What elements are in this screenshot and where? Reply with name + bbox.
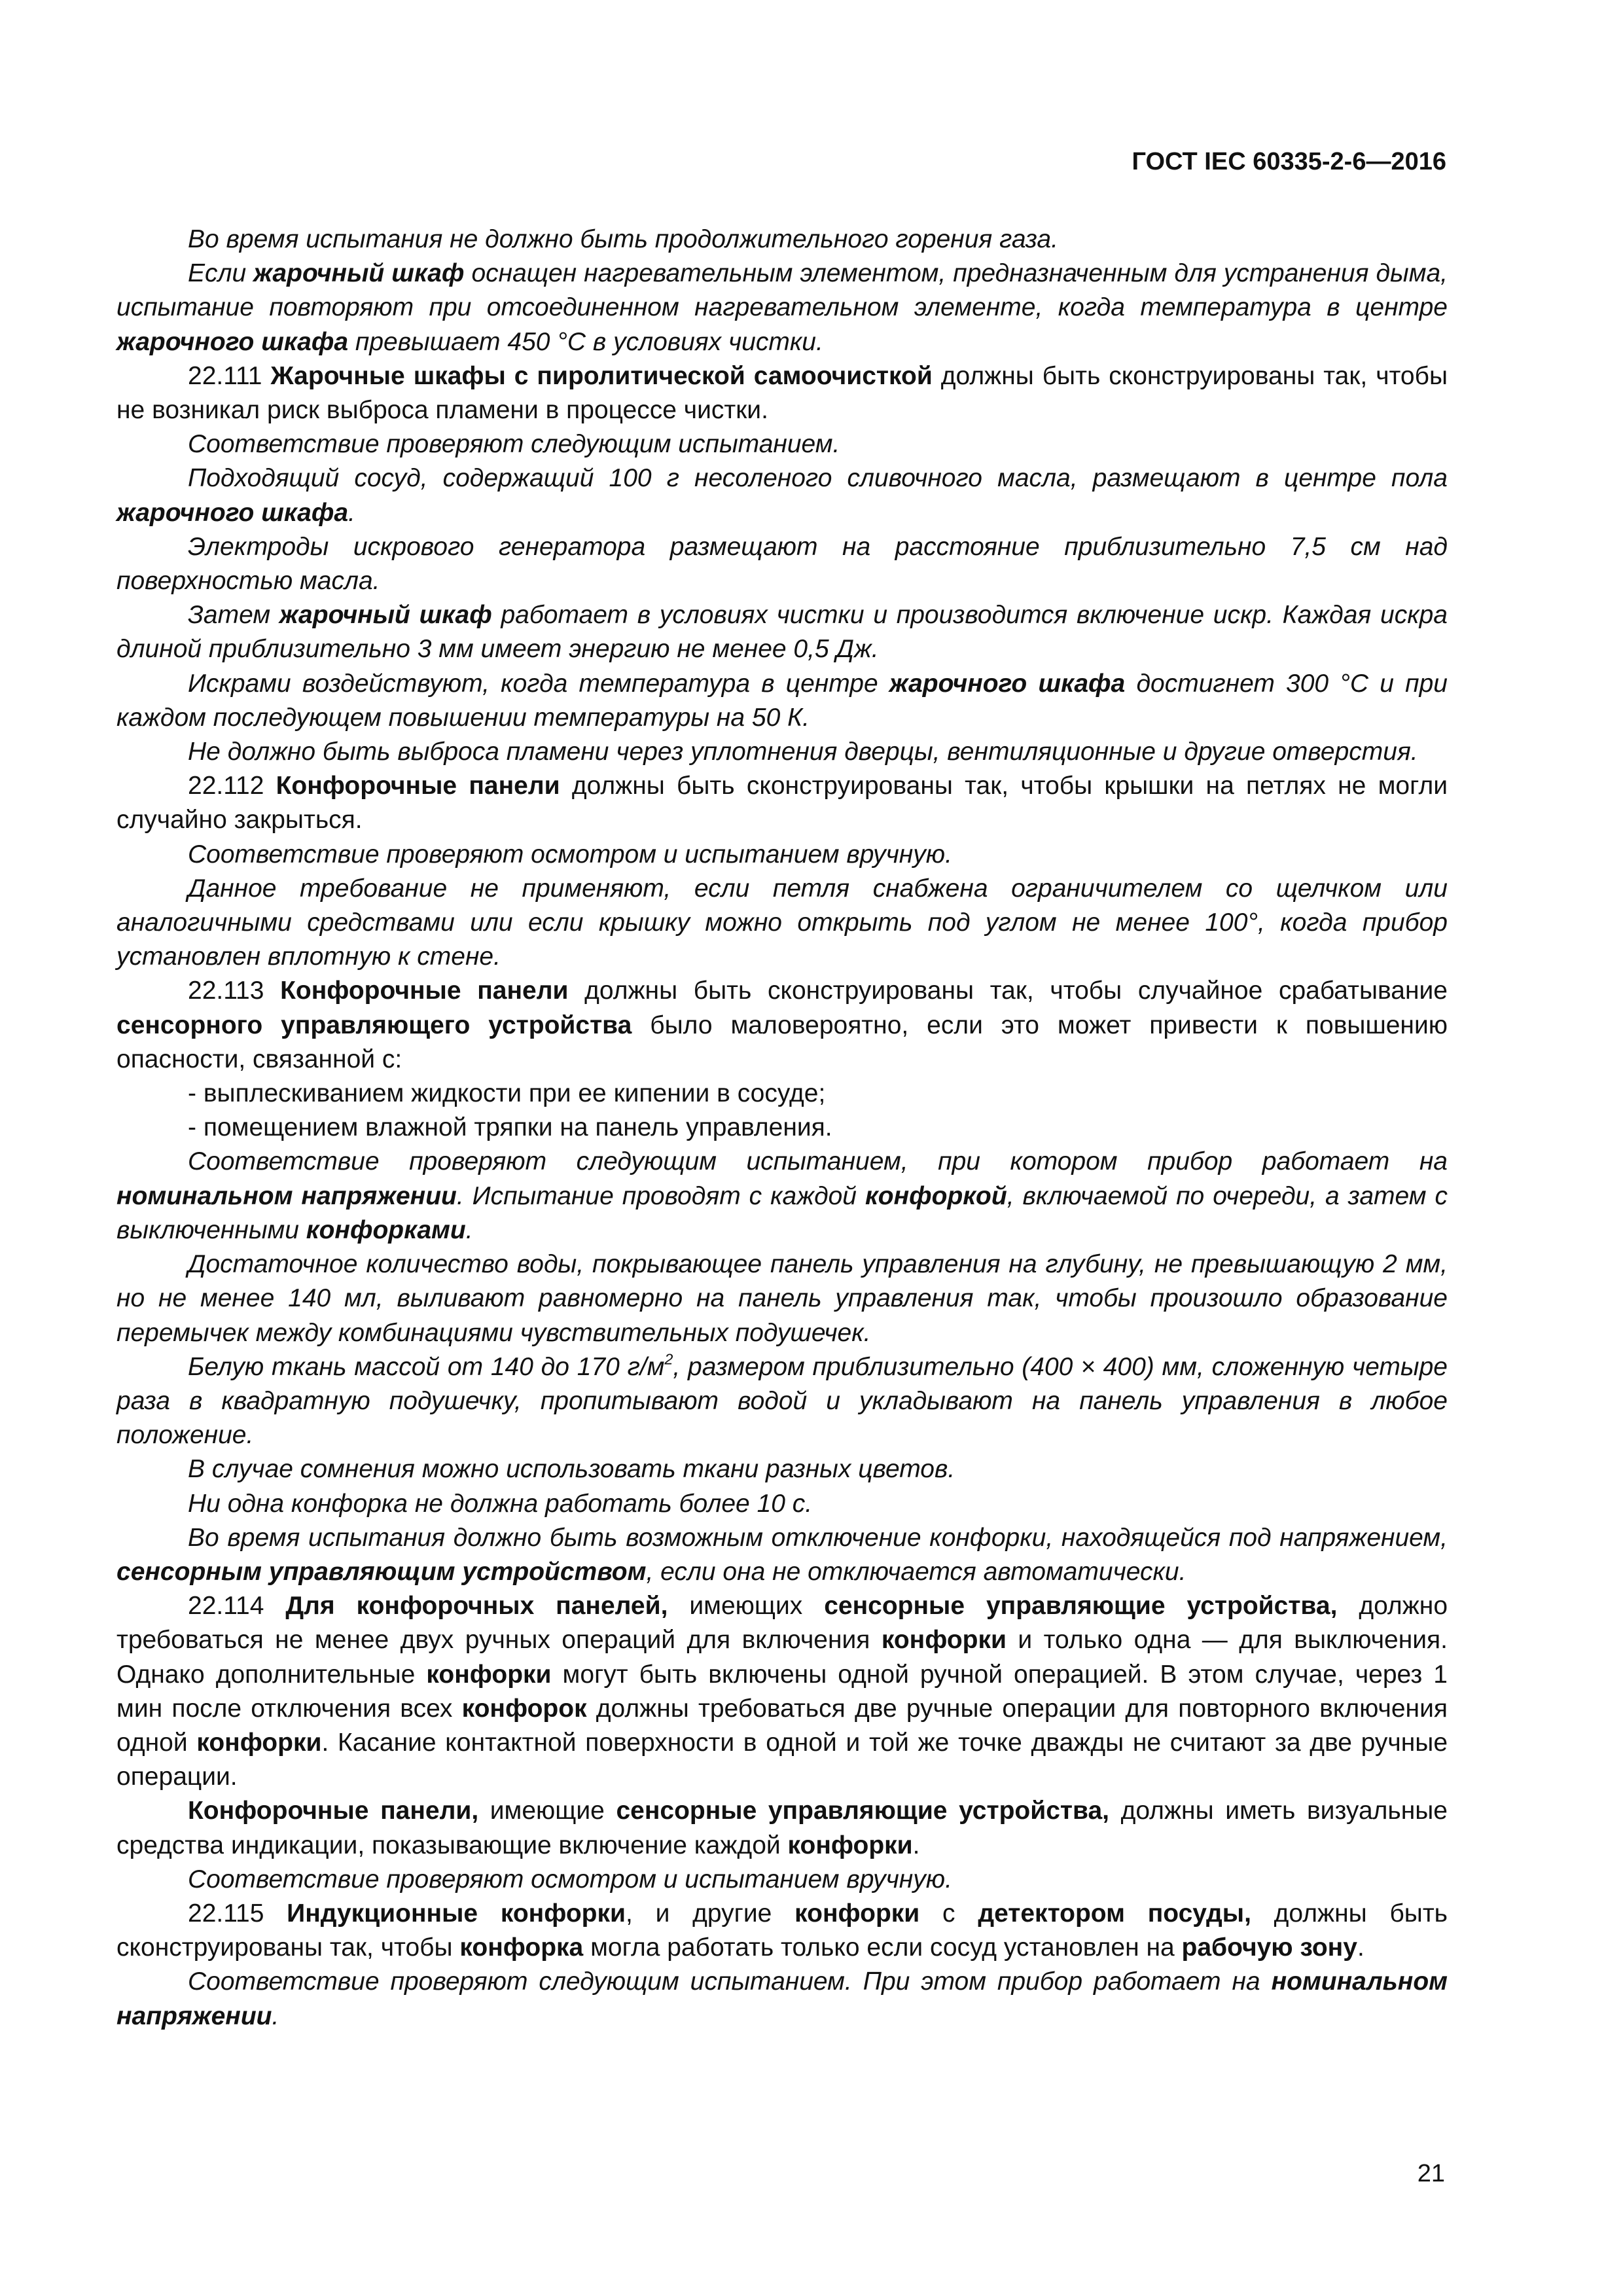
text-run: достигнет 300 °С и при каждом последующем повышении температуры на 50 К. xyxy=(116,669,1448,732)
text-run: работает в условиях чистки и производится включение искр. Каждая искра длиной приблизительно 3 мм имеет энергию не менее 0,5 Дж. xyxy=(116,601,1448,664)
text-run: Соответствие проверяют следующим испытанием. При этом прибор работает на xyxy=(188,1967,1272,1996)
text-run: и только одна — для выключения. Однако дополнительные xyxy=(116,1626,1448,1689)
defined-term: номинальном напряжении xyxy=(116,1181,457,1210)
text-run: было маловероятно, если это может привести к повышению опасности, связанной с: xyxy=(116,1011,1448,1073)
text-run: 22.113 xyxy=(188,977,281,1005)
defined-term: жарочного шкафа xyxy=(116,498,349,527)
paragraph xyxy=(116,530,1448,598)
text-run: . Касание контактной поверхности в одной и той же точке дважды не считают за две ручные операции. xyxy=(116,1728,1448,1791)
text-run: Данное требование не применяют, если петля снабжена ограничителем со щелчком или аналогичными средствами или если крышку можно открыть под углом не менее 100°, когда прибор установлен вплотную к стене. xyxy=(116,874,1448,971)
paragraph xyxy=(116,223,1448,257)
text-run: Достаточное количество воды, покрывающее панель управления на глубину, не превышающую 2 мм, но не менее 140 мл, выливают равномерно на панель управления так, чтобы произошло образование перемычек между комбинациями чувствительных подушечек. xyxy=(116,1250,1448,1347)
text-run: , и другие xyxy=(626,1899,795,1928)
text-run: имеющие xyxy=(478,1797,616,1825)
text-run: Затем xyxy=(188,601,279,630)
defined-term: конфорки xyxy=(426,1660,552,1689)
text-run: В случае сомнения можно использовать ткани разных цветов. xyxy=(188,1455,955,1484)
defined-term: сенсорные управляющие устройства, xyxy=(824,1592,1338,1621)
paragraph xyxy=(116,667,1448,735)
defined-term: конфорки xyxy=(787,1831,913,1859)
text-run: должны иметь визуальные средства индикации, показывающие включение каждой xyxy=(116,1797,1448,1859)
text-run: Во время испытания должно быть возможным отключение конфорки, находящейся под напряжением, xyxy=(188,1523,1448,1552)
text-run: 22.111 xyxy=(188,361,271,390)
defined-term: конфоркой xyxy=(865,1181,1007,1210)
text-run: 22.115 xyxy=(188,1899,287,1928)
text-run: Соответствие проверяют следующим испытанием, при котором прибор работает на xyxy=(188,1147,1448,1176)
text-run: . xyxy=(272,2001,279,2030)
standard-designation: ГОСТ IEC 60335-2-6—2016 xyxy=(1132,148,1446,175)
defined-term: сенсорные управляющие устройства, xyxy=(616,1797,1109,1825)
text-run: . Испытание проводят с каждой xyxy=(456,1181,865,1210)
text-run: . xyxy=(465,1215,473,1244)
paragraph xyxy=(116,1350,1448,1453)
defined-term: конфорок xyxy=(461,1694,587,1723)
defined-term: конфорками xyxy=(306,1215,466,1244)
text-run: Соответствие проверяют осмотром и испытанием вручную. xyxy=(188,1865,952,1893)
defined-term: Для конфорочных панелей, xyxy=(285,1592,668,1621)
paragraph xyxy=(116,1589,1448,1794)
text-run: оснащен нагревательным элементом, предназначенным для устранения дыма, испытание повторяют при отсоединенном нагревательном элементе, когда температура в центре xyxy=(116,259,1448,322)
superscript: 2 xyxy=(664,1350,673,1368)
defined-term: номинальном напряжении xyxy=(116,1967,1448,2030)
text-run: могут быть включены одной ручной операцией. В этом случае, через 1 мин после отключения всех xyxy=(116,1660,1448,1723)
text-run: могла работать только если сосуд установлен на xyxy=(583,1933,1182,1962)
page-number: 21 xyxy=(1417,2160,1445,2187)
paragraph xyxy=(116,1794,1448,1862)
defined-term: жарочный шкаф xyxy=(253,259,465,288)
text-run: должно требоваться не менее двух ручных операций для включения xyxy=(116,1592,1448,1655)
text-run: должны требоваться две ручные операции для повторного включения одной xyxy=(116,1694,1448,1757)
text-run: . xyxy=(912,1831,920,1859)
defined-term: Конфорочные панели xyxy=(276,772,560,800)
defined-term: конфорки xyxy=(881,1626,1007,1655)
defined-term: Конфорочные панели xyxy=(280,977,569,1005)
text-run: Соответствие проверяют осмотром и испытанием вручную. xyxy=(188,840,952,869)
text-run: - выплескиванием жидкости при ее кипении в сосуде; xyxy=(188,1079,826,1108)
defined-term: жарочного шкафа xyxy=(116,327,349,356)
defined-term: Конфорочные панели, xyxy=(188,1797,479,1825)
text-run: , размером приблизительно (400 × 400) мм, сложенную четыре раза в квадратную подушечку, пропитывают водой и укладывают на панель управления в любое положение. xyxy=(116,1352,1448,1450)
defined-term: конфорки xyxy=(794,1899,920,1928)
paragraph xyxy=(116,735,1448,769)
paragraph xyxy=(116,1965,1448,2033)
defined-term: конфорка xyxy=(459,1933,584,1962)
paragraph xyxy=(116,1452,1448,1486)
text-run: должны быть сконструированы так, чтобы случайное срабатывание xyxy=(568,977,1448,1005)
defined-term: Жарочные шкафы с пиролитической самоочисткой xyxy=(270,361,933,390)
text-run: должны быть сконструированы так, чтобы крышки на петлях не могли случайно закрыться. xyxy=(116,772,1448,834)
paragraph xyxy=(116,359,1448,427)
text-run: Не должно быть выброса пламени через уплотнения дверцы, вентиляционные и другие отверстия. xyxy=(188,738,1418,766)
text-run: имеющих xyxy=(668,1592,825,1621)
paragraph xyxy=(116,1487,1448,1521)
text-run: Ни одна конфорка не должна работать более 10 с. xyxy=(188,1489,813,1518)
document-body xyxy=(116,223,1448,2034)
text-run: , включаемой по очереди, а затем с выключенными xyxy=(116,1181,1448,1244)
paragraph xyxy=(116,1111,1448,1145)
text-run: Искрами воздействуют, когда температура в центре xyxy=(188,669,889,698)
paragraph xyxy=(116,838,1448,872)
defined-term: жарочного шкафа xyxy=(889,669,1126,698)
text-run: Если xyxy=(188,259,254,288)
paragraph xyxy=(116,427,1448,461)
text-run: превышает 450 °С в условиях чистки. xyxy=(348,327,823,356)
paragraph xyxy=(116,1247,1448,1350)
paragraph xyxy=(116,1897,1448,1965)
text-run: - помещением влажной тряпки на панель управления. xyxy=(188,1113,832,1142)
text-run: Электроды искрового генератора размещают на расстояние приблизительно 7,5 см над поверхностью масла. xyxy=(116,532,1448,596)
paragraph xyxy=(116,769,1448,837)
defined-term: Индукционные конфорки xyxy=(287,1899,626,1928)
text-run: . xyxy=(348,498,355,527)
defined-term: сенсорным управляющим устройством xyxy=(116,1557,647,1586)
defined-term: детектором посуды, xyxy=(978,1899,1251,1928)
defined-term: жарочный шкаф xyxy=(279,601,492,630)
text-run: Во время испытания не должно быть продолжительного горения газа. xyxy=(188,225,1058,253)
text-run: Белую ткань массой от 140 до 170 г/м xyxy=(188,1352,665,1381)
text-run: . xyxy=(1357,1933,1364,1962)
text-run: Подходящий сосуд, содержащий 100 г несоленого сливочного масла, размещают в центре пола xyxy=(188,464,1448,493)
text-run: 22.112 xyxy=(188,772,276,800)
text-run: должны быть сконструированы так, чтобы не возникал риск выброса пламени в процессе чистки. xyxy=(116,361,1448,425)
paragraph xyxy=(116,257,1448,359)
text-run: с xyxy=(919,1899,978,1928)
paragraph xyxy=(116,1521,1448,1589)
paragraph xyxy=(116,598,1448,666)
paragraph xyxy=(116,872,1448,975)
text-run: , если она не отключается автоматически. xyxy=(646,1557,1186,1586)
paragraph xyxy=(116,974,1448,1077)
defined-term: рабочую зону xyxy=(1181,1933,1357,1962)
paragraph xyxy=(116,461,1448,529)
paragraph xyxy=(116,1863,1448,1897)
paragraph xyxy=(116,1077,1448,1111)
text-run: 22.114 xyxy=(188,1592,286,1621)
defined-term: конфорки xyxy=(196,1728,322,1757)
defined-term: сенсорного управляющего устройства xyxy=(116,1011,632,1039)
paragraph xyxy=(116,1145,1448,1247)
text-run: Соответствие проверяют следующим испытанием. xyxy=(188,430,840,459)
text-run: должны быть сконструированы так, чтобы xyxy=(116,1899,1448,1962)
